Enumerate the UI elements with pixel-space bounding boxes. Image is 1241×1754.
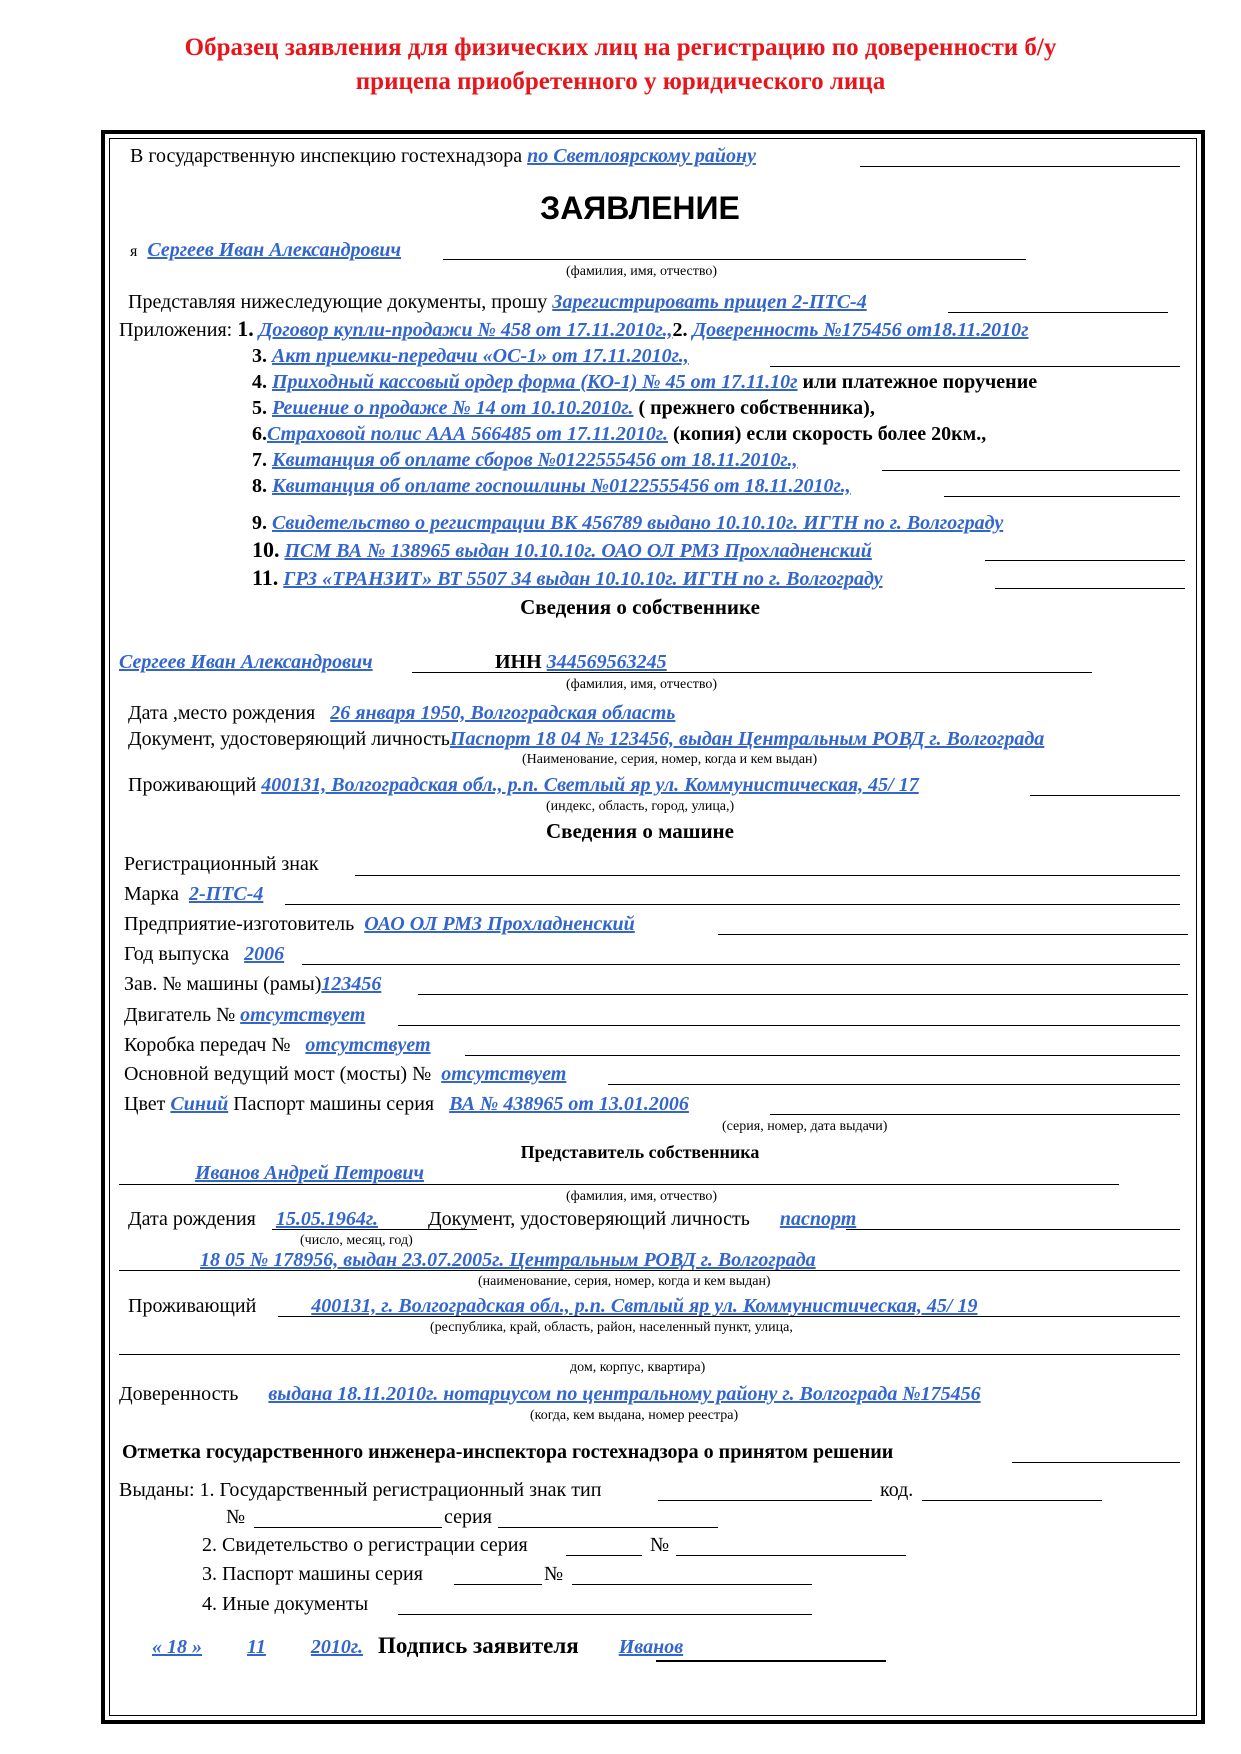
residing-underline [1030, 795, 1180, 796]
poa-caption: (когда, кем выдана, номер реестра) [530, 1408, 739, 1423]
issued-1-code-field[interactable] [922, 1500, 1102, 1501]
signature-label: Подпись заявителя [378, 1633, 579, 1658]
gearbox-label: Коробка передач № [124, 1034, 291, 1056]
owner-fio-caption: (фамилия, имя, отчество) [566, 677, 718, 692]
passport-caption: (серия, номер, дата выдачи) [722, 1119, 888, 1134]
signature-underline [656, 1660, 886, 1662]
rep-doc-details-line [200, 1248, 816, 1272]
gearbox-value[interactable]: отсутствует [305, 1034, 431, 1056]
gearbox-line [124, 1033, 431, 1057]
rep-birth-line [128, 1207, 856, 1231]
issued-1-label: Выданы: 1. Государственный регистрационный знак тип [119, 1479, 602, 1501]
document-heading-line-1: Образец заявления для физических лиц на регистрацию по доверенности б/у [184, 34, 1057, 61]
date-day[interactable]: « 18 » [152, 1636, 202, 1658]
date-year[interactable]: 2010г. [310, 1636, 364, 1658]
manufacturer-line [124, 912, 635, 936]
reg-sign-label: Регистрационный знак [124, 853, 319, 875]
signature-value[interactable]: Иванов [618, 1636, 684, 1658]
rep-residing-value[interactable]: 400131, г. Волгоградская обл., р.п. Свтлый яр ул. Коммунистическая, 45/ 19 [311, 1295, 978, 1317]
passport-value[interactable]: ВА № 438965 от 13.01.2006 [449, 1093, 689, 1115]
poa-label: Доверенность [119, 1383, 239, 1405]
rep-residing-underline-2 [119, 1354, 1180, 1355]
id-doc-caption: (Наименование, серия, номер, когда и кем выдан) [522, 752, 818, 767]
brand-underline [285, 904, 1180, 905]
year-line [124, 942, 284, 966]
document-heading-line-2: прицепа приобретенного у юридического лица [355, 68, 886, 95]
inspection-label: В государственную инспекцию гостехнадзора [130, 145, 523, 167]
inspection-value[interactable]: по Светлоярскому району [527, 145, 756, 167]
attachment-underline [995, 588, 1185, 589]
form-title: ЗАЯВЛЕНИЕ [540, 190, 740, 226]
attachment-text[interactable]: Свидетельство о регистрации ВК 456789 выдано 10.10.10г. ИГТН по г. Волгограду [272, 512, 1004, 534]
attachments-label: Приложения: [119, 319, 233, 341]
gearbox-underline [465, 1055, 1180, 1056]
rep-fio-caption: (фамилия, имя, отчество) [566, 1189, 718, 1204]
attachment-row-11 [252, 566, 883, 591]
rep-doc-details-underline [119, 1270, 1180, 1271]
engine-line [124, 1003, 365, 1027]
attachment-underline [985, 560, 1185, 561]
attachment-row-10 [252, 538, 872, 563]
owner-section-title: Сведения о собственнике [520, 595, 760, 619]
id-doc-value[interactable]: Паспорт 18 04 № 123456, выдан Центральным РОВД г. Волгограда [449, 728, 1045, 750]
inn-line [495, 650, 667, 674]
rep-name[interactable]: Иванов Андрей Петрович [195, 1162, 425, 1184]
frame-underline [418, 994, 1188, 995]
id-doc-line [128, 727, 1044, 751]
request-label: Представляя нижеследующие документы, прошу [128, 291, 548, 313]
attachment-num: 8. [252, 475, 267, 497]
color-passport-line [124, 1092, 689, 1116]
attachment-row-6 [252, 422, 986, 446]
date-month[interactable]: 11 [247, 1636, 266, 1658]
attachment-text[interactable]: Решение о продаже № 14 от 10.10.2010г. [272, 397, 634, 419]
inspector-title: Отметка государственного инженера-инспектора гостехнадзора о принятом решении [122, 1441, 894, 1463]
year-label: Год выпуска [124, 943, 230, 965]
residing-label: Проживающий [128, 774, 257, 796]
date-signature-line [152, 1634, 683, 1659]
attachment-text[interactable]: Страховой полис ААА 566485 от 17.11.2010г. [267, 423, 668, 445]
manufacturer-value[interactable]: ОАО ОЛ РМЗ Прохладненский [364, 913, 635, 935]
inspector-underline [1012, 1462, 1180, 1463]
passport-underline [770, 1114, 1180, 1115]
rep-birth-label: Дата рождения [128, 1208, 256, 1230]
axle-label: Основной ведущий мост (мосты) № [124, 1063, 432, 1085]
issued-2-label: 2. Свидетельство о регистрации серия [202, 1534, 528, 1556]
attachment-text[interactable]: ГРЗ «ТРАНЗИТ» ВТ 5507 34 выдан 10.10.10г. ИГТН по г. Волгограду [283, 568, 883, 590]
engine-value[interactable]: отсутствует [240, 1004, 366, 1026]
owner-name[interactable]: Сергеев Иван Александрович [119, 651, 373, 673]
request-line [128, 290, 867, 314]
rep-doc-underline [846, 1229, 1180, 1230]
manufacturer-label: Предприятие-изготовитель [124, 913, 355, 935]
attachment-num: 5. [252, 397, 267, 419]
attachments-row-1 [119, 317, 1029, 342]
reg-sign-field[interactable] [355, 875, 1180, 876]
engine-underline [398, 1025, 1180, 1026]
engine-label: Двигатель № [124, 1004, 236, 1026]
color-value[interactable]: Синий [170, 1093, 229, 1115]
attachment-suffix: ( прежнего собственника), [638, 397, 875, 419]
rep-doc-value[interactable]: паспорт [779, 1208, 857, 1230]
attachment-text[interactable]: Приходный кассовый ордер форма (КО-1) № 45 от 17.11.10г [272, 371, 798, 393]
frame-line [124, 972, 381, 996]
attachment-underline [770, 366, 1180, 367]
residing-line [128, 773, 919, 797]
attachment-num: 11. [252, 565, 279, 590]
birth-value[interactable]: 26 января 1950, Волгоградская область [330, 702, 676, 724]
rep-doc-label: Документ, удостоверяющий личность [427, 1208, 750, 1230]
machine-section-title: Сведения о машине [546, 819, 734, 843]
frame-value[interactable]: 123456 [321, 973, 382, 995]
frame-label: Зав. № машины (рамы) [124, 973, 322, 995]
attachment-num: 10. [252, 537, 280, 562]
issued-4-field[interactable] [398, 1614, 812, 1615]
applicant-line [130, 238, 401, 264]
color-label: Цвет [124, 1093, 166, 1115]
attachment-row-3 [252, 344, 689, 368]
attachment-num: 9. [252, 512, 267, 534]
birth-line [128, 701, 675, 725]
code-label: код. [880, 1479, 914, 1501]
rep-doc-details[interactable]: 18 05 № 178956, выдан 23.07.2005г. Центральным РОВД г. Волгограда [200, 1249, 816, 1271]
rep-residing-line [128, 1294, 977, 1318]
attachment-text[interactable]: Квитанция об оплате сборов №0122555456 от 18.11.2010г., [272, 449, 798, 471]
attachment-underline [944, 496, 1180, 497]
id-doc-label: Документ, удостоверяющий личность [128, 728, 450, 750]
attachment-suffix: или платежное поручение [802, 371, 1038, 393]
manufacturer-underline [718, 934, 1188, 935]
attachment-num: 1. [237, 316, 254, 341]
birth-label: Дата ,место рождения [128, 702, 316, 724]
inn-value[interactable]: 344569563245 [546, 651, 667, 673]
rep-birth-caption: (число, месяц, год) [300, 1233, 413, 1248]
attachment-text[interactable]: Доверенность №175456 от18.11.2010г [692, 319, 1029, 341]
owner-name-line [119, 650, 373, 674]
inn-label: ИНН [495, 651, 542, 673]
passport-label: Паспорт машины серия [233, 1093, 435, 1115]
inspection-underline [860, 166, 1180, 167]
attachment-num: 2. [672, 319, 688, 341]
year-value[interactable]: 2006 [244, 943, 285, 965]
issued-1-series-label: серия [444, 1506, 492, 1528]
issued-2-series-field[interactable] [566, 1555, 642, 1556]
fio-caption: (фамилия, имя, отчество) [566, 264, 718, 279]
rep-section-title: Представитель собственника [520, 1142, 760, 1162]
attachment-text[interactable]: Квитанция об оплате госпошлины №0122555456 от 18.11.2010г., [272, 475, 851, 497]
attachment-num: 6. [252, 423, 267, 445]
attachment-row-9 [252, 511, 1003, 535]
axle-line [124, 1062, 566, 1086]
residing-value[interactable]: 400131, Волгоградская обл., р.п. Светлый яр ул. Коммунистическая, 45/ 17 [261, 774, 919, 796]
request-value[interactable]: Зарегистрировать прицеп 2-ПТС-4 [552, 291, 867, 313]
attachment-num: 7. [252, 449, 267, 471]
issued-3-series-field[interactable] [454, 1584, 542, 1585]
issued-3-label: 3. Паспорт машины серия [202, 1563, 423, 1585]
issued-1-num-label: № [226, 1506, 246, 1528]
request-underline [948, 312, 1168, 313]
inspection-line [130, 144, 756, 168]
issued-3-num-label: № [544, 1563, 564, 1585]
applicant-i-label: я [130, 243, 138, 260]
attachment-num: 3. [252, 345, 267, 367]
issued-1-num-field[interactable] [254, 1527, 442, 1528]
attachment-text[interactable]: Договор купли-продажи № 458 от 17.11.2010г., [258, 319, 673, 341]
year-underline [302, 964, 1180, 965]
attachment-row-8 [252, 474, 851, 498]
issued-3-num-field[interactable] [572, 1584, 812, 1585]
issued-1-line [119, 1478, 601, 1502]
axle-value[interactable]: отсутствует [441, 1063, 567, 1085]
rep-birth-underline [272, 1229, 477, 1230]
brand-value[interactable]: 2-ПТС-4 [188, 883, 264, 905]
attachment-suffix: (копия) если скорость более 20км., [672, 423, 987, 445]
issued-2-num-field[interactable] [676, 1555, 906, 1556]
poa-value[interactable]: выдана 18.11.2010г. нотариусом по центральному району г. Волгограда №175456 [268, 1383, 981, 1405]
brand-label: Марка [124, 883, 179, 905]
attachment-num: 4. [252, 371, 267, 393]
poa-line [119, 1382, 981, 1406]
attachment-row-5 [252, 396, 875, 420]
rep-residing-caption-2: дом, корпус, квартира) [570, 1360, 706, 1375]
rep-residing-caption: (республика, край, область, район, населенный пункт, улица, [430, 1320, 793, 1335]
axle-underline [608, 1084, 1180, 1085]
rep-residing-underline [278, 1316, 1180, 1317]
rep-doc-caption: (наименование, серия, номер, когда и кем выдан) [478, 1274, 771, 1289]
issued-1-type-field[interactable] [658, 1500, 872, 1501]
applicant-name[interactable]: Сергеев Иван Александрович [147, 239, 402, 261]
issued-4-label: 4. Иные документы [202, 1593, 369, 1615]
attachment-text[interactable]: Акт приемки-передачи «ОС-1» от 17.11.2010г., [272, 345, 689, 367]
attachment-text[interactable]: ПСМ ВА № 138965 выдан 10.10.10г. ОАО ОЛ РМЗ Прохладненский [284, 540, 872, 562]
brand-line [124, 882, 263, 906]
rep-residing-label: Проживающий [128, 1295, 257, 1317]
rep-name-line [195, 1161, 424, 1185]
residing-caption: (индекс, область, город, улица,) [546, 799, 735, 814]
rep-birth-value[interactable]: 15.05.1964г. [275, 1208, 378, 1230]
attachment-row-4 [252, 370, 1037, 394]
applicant-underline [443, 259, 1026, 260]
issued-1-series-field[interactable] [498, 1527, 718, 1528]
attachment-row-7 [252, 448, 798, 472]
attachment-underline [882, 470, 1180, 471]
issued-2-num-label: № [650, 1534, 670, 1556]
